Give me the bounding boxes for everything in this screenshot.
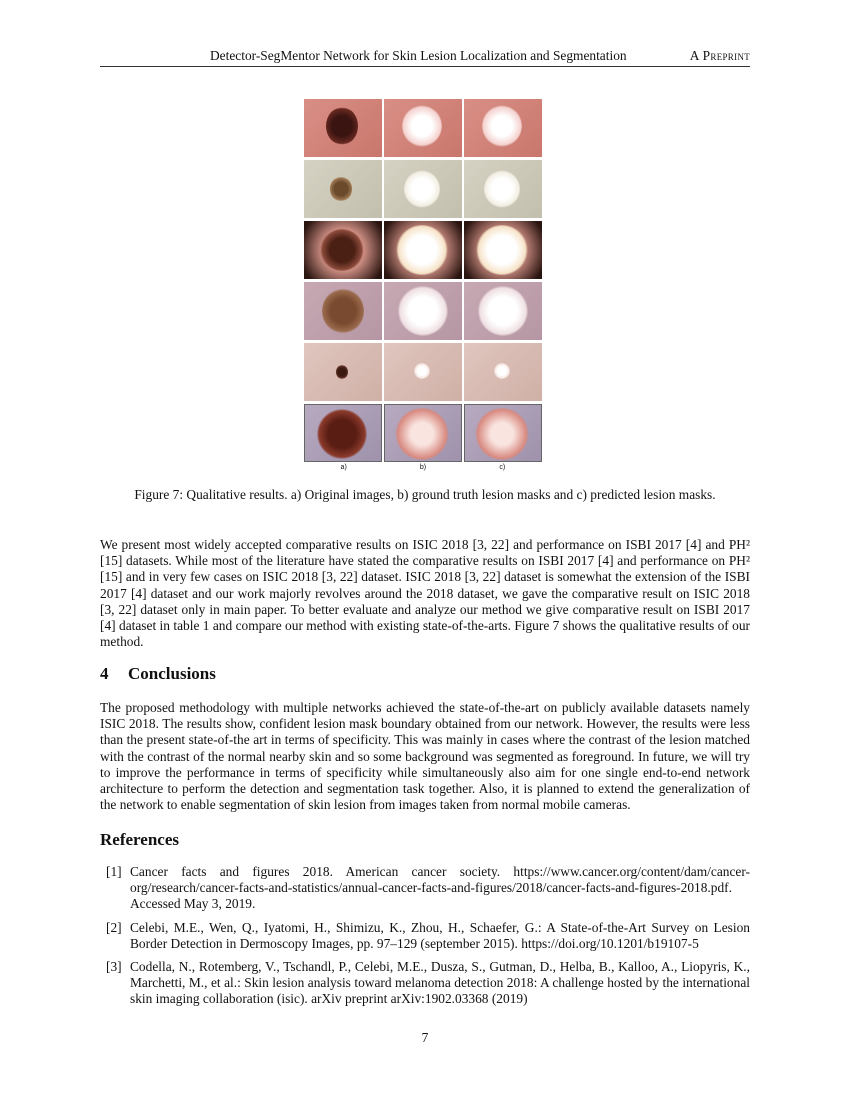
figure-row (304, 404, 542, 462)
panel-label-a: a) (340, 464, 347, 471)
figure-row (304, 99, 542, 157)
original-image (304, 221, 382, 279)
ground-truth-mask (384, 282, 462, 340)
ground-truth-mask (384, 160, 462, 218)
reference-text: Codella, N., Rotemberg, V., Tschandl, P., Celebi, M.E., Dusza, S., Gutman, D., Helba, B., Kalloo, A., Liopyris, K., Marchetti, M., et al.: Skin lesion analysis toward melanoma detection 2018: A challenge hosted by the international skin imaging collaboration (isic). arXiv preprint arXiv:1902.03368 (2019) (130, 959, 750, 1007)
figure-row (304, 160, 542, 218)
figure-row (304, 343, 542, 401)
section-heading (100, 664, 216, 684)
original-image (304, 160, 382, 218)
references-heading: References (100, 830, 179, 849)
ground-truth-mask (384, 221, 462, 279)
original-image (304, 99, 382, 157)
reference-index: [2] (106, 919, 122, 935)
figure-7 (304, 99, 542, 471)
reference-item (100, 959, 750, 1008)
panel-labels (304, 464, 542, 471)
reference-index: [3] (106, 959, 122, 975)
section-title: Conclusions (128, 664, 216, 683)
page-number: 7 (421, 1030, 429, 1045)
reference-text: Celebi, M.E., Wen, Q., Iyatomi, H., Shimizu, K., Zhou, H., Schaefer, G.: A State-of-the-Art Survey on Lesion Border Detection in Dermoscopy Images, pp. 97–129 (september 2015). https://doi.org/10.1201/b19107-5 (130, 919, 750, 951)
predicted-mask (464, 221, 542, 279)
figure-row (304, 221, 542, 279)
reference-list (100, 864, 750, 1015)
reference-text: Cancer facts and figures 2018. American cancer society. https://www.cancer.org/content/dam/cancer-org/research/cancer-facts-and-statistics/annual-cancer-facts-and-figures/2018/cancer-facts-and-figures-2018.pdf. Accessed May 3, 2019. (130, 864, 750, 912)
panel-label-c: c) (499, 464, 506, 471)
ground-truth-mask (384, 343, 462, 401)
predicted-mask (464, 404, 542, 462)
running-title: Detector-SegMentor Network for Skin Lesion Localization and Segmentation (210, 48, 627, 63)
figure-caption: Figure 7: Qualitative results. a) Original images, b) ground truth lesion masks and c) predicted lesion masks. (134, 487, 716, 502)
reference-index: [1] (106, 864, 122, 879)
original-image (304, 343, 382, 401)
ground-truth-mask (384, 99, 462, 157)
predicted-mask (464, 282, 542, 340)
ground-truth-mask (384, 404, 462, 462)
original-image (304, 404, 382, 462)
predicted-mask (464, 99, 542, 157)
reference-item (100, 920, 750, 952)
predicted-mask (464, 160, 542, 218)
original-image (304, 282, 382, 340)
paragraph-conclusions: The proposed methodology with multiple networks achieved the state-of-the-art on publicly available datasets namely ISIC 2018. The results show, confident lesion mask boundary obtained from our network. However, the results were less than the present state-of-the art in terms of specificity. This was mainly in cases where the contrast of the lesion matched with the contrast of the normal nearby skin and so some background was segmented as foreground. In future, we will try to improve the performance in terms of specificity while simultaneously also aim for one single end-to-end network architecture to perform the detection and segmentation task together. Also, it is planned to extend the generalization of the network to enable segmentation of skin lesion from images taken from normal mobile cameras. (100, 700, 750, 813)
paragraph-comparative-results: We present most widely accepted comparative results on ISIC 2018 [3, 22] and performance on ISBI 2017 [4] and PH² [15] datasets. While most of the literature have stated the comparative results on ISBI 2017 [4] and performance on PH² [15] and in very few cases on ISIC 2018 [3, 22] dataset. ISIC 2018 [3, 22] dataset is somewhat the extension of the ISBI 2017 [4] dataset and our work majorly revolves around the 2018 dataset, we gave the comparative result on ISIC 2018 [3, 22] dataset only in main paper. To better evaluate and analyze our method we give comparative result on ISBI 2017 [4] dataset in table 1 and compare our method with existing state-of-the-arts. Figure 7 shows the qualitative results of our method. (100, 537, 750, 650)
section-number: 4 (100, 664, 109, 683)
preprint-tag: A Preprint (689, 48, 750, 63)
running-header (100, 48, 750, 67)
figure-row (304, 282, 542, 340)
reference-item (100, 864, 750, 913)
predicted-mask (464, 343, 542, 401)
panel-label-b: b) (419, 464, 427, 471)
